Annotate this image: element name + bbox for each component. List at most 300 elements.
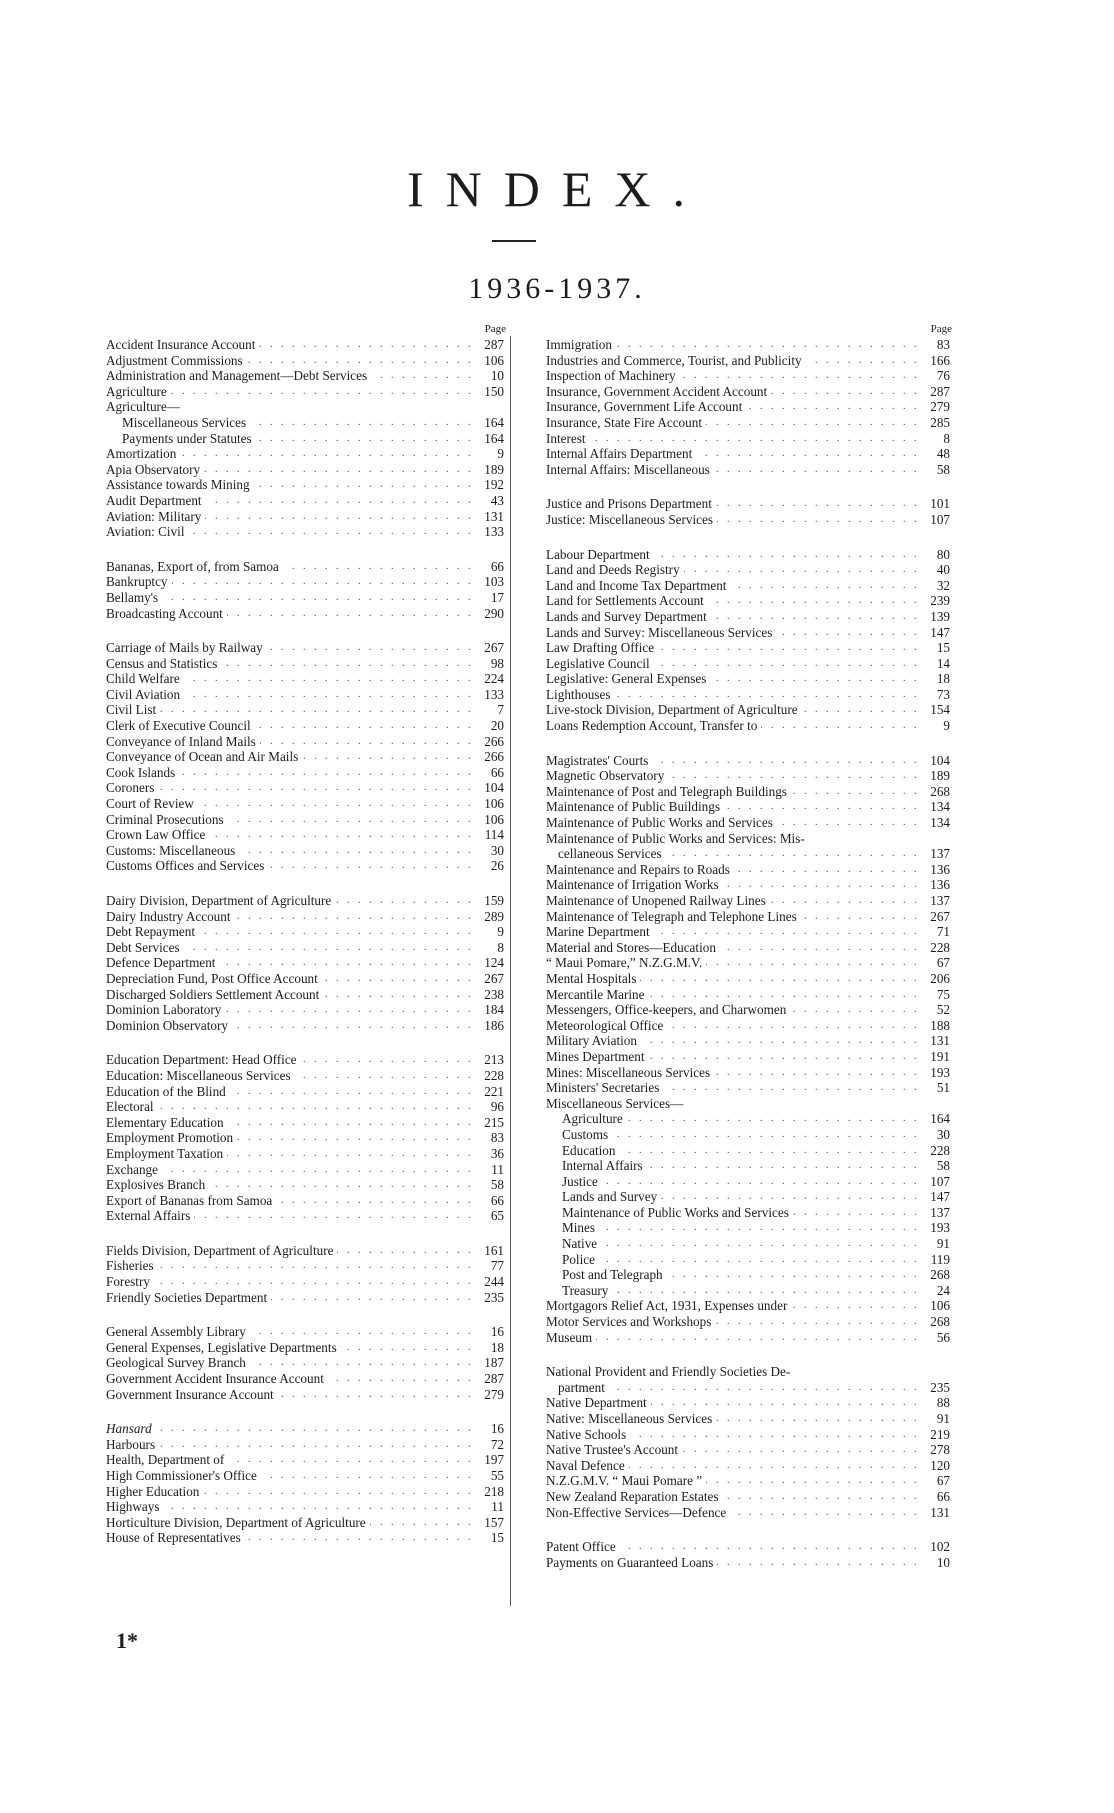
index-column-right xyxy=(546,322,954,1570)
index-entry xyxy=(106,1146,508,1162)
entry-page-number: 7 xyxy=(493,702,504,718)
index-entry xyxy=(106,574,508,590)
entry-label: . . Land for Settlements Account xyxy=(546,593,708,609)
entry-label: Miscellaneous Services— xyxy=(546,1096,687,1112)
entry-page-number: 164 xyxy=(926,1111,950,1127)
index-entry xyxy=(106,1177,508,1193)
index-entry xyxy=(106,1052,508,1068)
index-entry xyxy=(546,815,954,831)
entry-page-number: 279 xyxy=(926,399,950,415)
entry-label: . . Amortization xyxy=(106,446,180,462)
index-entry xyxy=(106,858,508,874)
entry-label: . . Audit Department xyxy=(106,493,206,509)
entry-page-number: 119 xyxy=(927,1252,950,1268)
entry-page-number: 279 xyxy=(480,1387,504,1403)
index-entry xyxy=(106,1243,508,1259)
entry-label: . . cellaneous Services xyxy=(558,846,666,862)
entry-page-number: 136 xyxy=(926,862,950,878)
entry-page-number: 184 xyxy=(480,1002,504,1018)
entry-label: . . Lands and Survey Department xyxy=(546,609,711,625)
index-entry xyxy=(106,924,508,940)
entry-page-number: 71 xyxy=(933,924,950,940)
index-entry xyxy=(546,671,954,687)
entry-label: . . Child Welfare xyxy=(106,671,184,687)
entry-label: . . Horticulture Division, Department of Agriculture xyxy=(106,1515,370,1531)
entry-label: . . Fisheries xyxy=(106,1258,158,1274)
index-entry xyxy=(106,1421,508,1437)
index-entry xyxy=(546,1002,954,1018)
entry-page-number: 91 xyxy=(933,1236,950,1252)
entry-label: . . Bankruptcy xyxy=(106,574,172,590)
entry-page-number: 268 xyxy=(926,1267,950,1283)
entry-page-number: 289 xyxy=(480,909,504,925)
entry-label: . . Dairy Division, Department of Agriculture xyxy=(106,893,335,909)
index-entry xyxy=(546,1283,954,1299)
index-entry xyxy=(106,462,508,478)
index-entry xyxy=(546,799,954,815)
entry-page-number: 18 xyxy=(487,1340,504,1356)
entry-label: . . Carriage of Mails by Railway xyxy=(106,640,267,656)
entry-label: . . Education: Miscellaneous Services xyxy=(106,1068,295,1084)
entry-page-number: 77 xyxy=(487,1258,504,1274)
entry-page-number: 40 xyxy=(933,562,950,578)
section-gap xyxy=(106,1402,508,1421)
index-entry xyxy=(546,640,954,656)
index-list-right xyxy=(546,337,954,1570)
index-entry xyxy=(546,1458,954,1474)
entry-page-number: 221 xyxy=(480,1084,504,1100)
entry-label: . . Inspection of Machinery xyxy=(546,368,680,384)
entry-label: . . Treasury xyxy=(562,1283,612,1299)
index-entry xyxy=(106,606,508,622)
entry-page-number: 65 xyxy=(487,1208,504,1224)
entry-label: . . Legislative Council xyxy=(546,656,654,672)
entry-page-number: 15 xyxy=(487,1530,504,1546)
entry-label: . . Maintenance of Public Works and Services xyxy=(546,815,777,831)
entry-page-number: 266 xyxy=(480,749,504,765)
year-range: 1936-1937. xyxy=(468,272,646,305)
entry-label: . . Mines Department xyxy=(546,1049,649,1065)
entry-label: . . Export of Bananas from Samoa xyxy=(106,1193,276,1209)
entry-label: . . Labour Department xyxy=(546,547,654,563)
entry-label: . . “ Maui Pomare,” N.Z.G.M.V. xyxy=(546,955,706,971)
entry-label: . . Messengers, Office-keepers, and Charwomen xyxy=(546,1002,790,1018)
entry-label: . . Employment Taxation xyxy=(106,1146,227,1162)
index-entry xyxy=(546,1489,954,1505)
entry-page-number: 131 xyxy=(926,1033,950,1049)
entry-page-number: 88 xyxy=(933,1395,950,1411)
index-entry xyxy=(546,862,954,878)
entry-label: . . Agriculture xyxy=(562,1111,627,1127)
entry-label: . . Post and Telegraph xyxy=(562,1267,667,1283)
entry-page-number: 134 xyxy=(926,815,950,831)
entry-page-number: 83 xyxy=(933,337,950,353)
entry-page-number: 16 xyxy=(487,1421,504,1437)
index-entry xyxy=(106,1115,508,1131)
entry-label: . . Motor Services and Workshops xyxy=(546,1314,715,1330)
entry-label: . . Internal Affairs: Miscellaneous xyxy=(546,462,714,478)
entry-page-number: 11 xyxy=(487,1162,504,1178)
index-entry xyxy=(546,768,954,784)
section-gap xyxy=(546,477,954,496)
entry-page-number: 58 xyxy=(487,1177,504,1193)
index-entry xyxy=(546,893,954,909)
entry-label: . . Administration and Management—Debt Services xyxy=(106,368,371,384)
entry-label: . . Native Department xyxy=(546,1395,651,1411)
index-entry xyxy=(106,1130,508,1146)
entry-page-number: 10 xyxy=(487,368,504,384)
entry-label: . . partment xyxy=(558,1380,609,1396)
index-entry xyxy=(106,1324,508,1340)
entry-page-number: 73 xyxy=(933,687,950,703)
entry-label: . . Government Insurance Account xyxy=(106,1387,278,1403)
entry-page-number: 80 xyxy=(933,547,950,563)
index-entry xyxy=(546,1505,954,1521)
entry-label: . . Lands and Survey: Miscellaneous Services xyxy=(546,625,776,641)
index-entry xyxy=(106,399,508,415)
index-entry xyxy=(106,1355,508,1371)
entry-page-number: 8 xyxy=(939,431,950,447)
entry-label: . . Lands and Survey xyxy=(562,1189,661,1205)
entry-page-number: 67 xyxy=(933,1473,950,1489)
index-entry xyxy=(106,1208,508,1224)
entry-page-number: 114 xyxy=(481,827,504,843)
entry-label: . . Clerk of Executive Council xyxy=(106,718,255,734)
index-entry xyxy=(106,893,508,909)
entry-page-number: 75 xyxy=(933,987,950,1003)
index-entry xyxy=(546,784,954,800)
entry-page-number: 219 xyxy=(926,1427,950,1443)
index-entry xyxy=(106,1290,508,1306)
index-entry xyxy=(106,1530,508,1546)
entry-label: . . Maintenance of Telegraph and Telephone Lines xyxy=(546,909,801,925)
entry-page-number: 239 xyxy=(926,593,950,609)
entry-page-number: 16 xyxy=(487,1324,504,1340)
entry-page-number: 164 xyxy=(480,415,504,431)
entry-page-number: 120 xyxy=(926,1458,950,1474)
entry-page-number: 186 xyxy=(480,1018,504,1034)
entry-page-number: 139 xyxy=(926,609,950,625)
entry-page-number: 287 xyxy=(926,384,950,400)
entry-page-number: 215 xyxy=(480,1115,504,1131)
index-entry xyxy=(106,749,508,765)
entry-page-number: 32 xyxy=(933,578,950,594)
index-entry xyxy=(106,1468,508,1484)
entry-label: . . Internal Affairs xyxy=(562,1158,647,1174)
entry-page-number: 278 xyxy=(926,1442,950,1458)
entry-page-number: 102 xyxy=(926,1539,950,1555)
index-entry xyxy=(106,509,508,525)
index-entry xyxy=(106,1340,508,1356)
index-entry xyxy=(106,493,508,509)
entry-page-number: 266 xyxy=(480,734,504,750)
entry-page-number: 285 xyxy=(926,415,950,431)
entry-page-number: 58 xyxy=(933,1158,950,1174)
entry-label: . . Maintenance and Repairs to Roads xyxy=(546,862,734,878)
entry-label: . . Conveyance of Inland Mails xyxy=(106,734,260,750)
section-gap xyxy=(546,1520,954,1539)
entry-label: . . Miscellaneous Services xyxy=(122,415,250,431)
entry-page-number: 15 xyxy=(933,640,950,656)
entry-label: . . Government Accident Insurance Account xyxy=(106,1371,328,1387)
index-entry xyxy=(546,1555,954,1571)
index-entry xyxy=(546,1314,954,1330)
index-entry xyxy=(106,1018,508,1034)
entry-label: . . Internal Affairs Department xyxy=(546,446,696,462)
entry-label: . . Customs: Miscellaneous xyxy=(106,843,239,859)
index-entry xyxy=(546,1049,954,1065)
index-entry xyxy=(106,734,508,750)
section-gap xyxy=(106,540,508,559)
index-entry xyxy=(106,1084,508,1100)
entry-page-number: 213 xyxy=(480,1052,504,1068)
entry-page-number: 228 xyxy=(480,1068,504,1084)
index-entry xyxy=(106,987,508,1003)
entry-label: . . Maintenance of Unopened Railway Lines xyxy=(546,893,770,909)
entry-label: . . Aviation: Civil xyxy=(106,524,189,540)
entry-page-number: 43 xyxy=(487,493,504,509)
entry-page-number: 106 xyxy=(480,812,504,828)
index-entry xyxy=(546,702,954,718)
entry-page-number: 244 xyxy=(480,1274,504,1290)
index-entry xyxy=(546,1205,954,1221)
entry-page-number: 18 xyxy=(933,671,950,687)
entry-page-number: 9 xyxy=(493,446,504,462)
entry-label: . . Customs Offices and Services xyxy=(106,858,268,874)
entry-page-number: 235 xyxy=(480,1290,504,1306)
entry-page-number: 136 xyxy=(926,877,950,893)
entry-page-number: 187 xyxy=(480,1355,504,1371)
entry-page-number: 287 xyxy=(480,337,504,353)
index-entry xyxy=(546,1395,954,1411)
entry-label: . . General Assembly Library xyxy=(106,1324,250,1340)
entry-page-number: 193 xyxy=(926,1220,950,1236)
entry-label: Agriculture— xyxy=(106,399,184,415)
entry-page-number: 290 xyxy=(480,606,504,622)
index-entry xyxy=(546,593,954,609)
index-entry xyxy=(546,924,954,940)
index-entry xyxy=(106,415,508,431)
entry-label: . . Magnetic Observatory xyxy=(546,768,668,784)
entry-page-number: 159 xyxy=(480,893,504,909)
index-entry xyxy=(106,1499,508,1515)
entry-page-number: 267 xyxy=(480,640,504,656)
entry-label: . . Harbours xyxy=(106,1437,159,1453)
entry-label: . . Electoral xyxy=(106,1099,158,1115)
index-entry xyxy=(106,559,508,575)
index-entry xyxy=(546,625,954,641)
entry-label: . . Friendly Societies Department xyxy=(106,1290,271,1306)
entry-page-number: 166 xyxy=(926,353,950,369)
index-entry xyxy=(546,1267,954,1283)
index-entry xyxy=(106,656,508,672)
index-entry xyxy=(546,955,954,971)
entry-page-number: 137 xyxy=(926,893,950,909)
entry-page-number: 106 xyxy=(480,353,504,369)
entry-label: . . Military Aviation xyxy=(546,1033,641,1049)
entry-label: . . Justice xyxy=(562,1174,602,1190)
index-entry xyxy=(546,337,954,353)
entry-label: . . Legislative: General Expenses xyxy=(546,671,710,687)
page-column-header: Page xyxy=(484,323,506,335)
index-entry xyxy=(546,1298,954,1314)
index-entry xyxy=(546,368,954,384)
index-entry xyxy=(106,337,508,353)
entry-page-number: 188 xyxy=(926,1018,950,1034)
entry-page-number: 106 xyxy=(480,796,504,812)
entry-label: . . Industries and Commerce, Tourist, and Publicity xyxy=(546,353,806,369)
entry-page-number: 137 xyxy=(926,846,950,862)
index-entry xyxy=(106,1258,508,1274)
entry-label: . . Debt Services xyxy=(106,940,184,956)
index-entry xyxy=(546,1158,954,1174)
index-entry xyxy=(106,1515,508,1531)
index-entry xyxy=(106,796,508,812)
entry-label: . . Law Drafting Office xyxy=(546,640,658,656)
entry-page-number: 76 xyxy=(933,368,950,384)
entry-label: . . Bananas, Export of, from Samoa xyxy=(106,559,283,575)
entry-label: . . Assistance towards Mining xyxy=(106,477,254,493)
index-entry xyxy=(106,384,508,400)
entry-page-number: 268 xyxy=(926,1314,950,1330)
index-entry xyxy=(546,399,954,415)
index-entry xyxy=(546,1427,954,1443)
entry-page-number: 228 xyxy=(926,940,950,956)
entry-label: . . N.Z.G.M.V. “ Maui Pomare ” xyxy=(546,1473,706,1489)
entry-page-number: 96 xyxy=(487,1099,504,1115)
entry-label: . . Payments under Statutes xyxy=(122,431,256,447)
entry-label: . . Aviation: Military xyxy=(106,509,205,525)
index-entry xyxy=(106,1162,508,1178)
entry-label: . . Defence Department xyxy=(106,955,219,971)
entry-label: . . Bellamy's xyxy=(106,590,162,606)
index-entry xyxy=(106,780,508,796)
index-entry xyxy=(106,1002,508,1018)
section-gap xyxy=(106,621,508,640)
entry-page-number: 147 xyxy=(926,1189,950,1205)
index-entry xyxy=(106,1099,508,1115)
entry-label: . . Lighthouses xyxy=(546,687,614,703)
entry-page-number: 11 xyxy=(487,1499,504,1515)
entry-page-number: 192 xyxy=(480,477,504,493)
entry-page-number: 48 xyxy=(933,446,950,462)
entry-label: . . Maintenance of Irrigation Works xyxy=(546,877,723,893)
index-entry xyxy=(546,753,954,769)
entry-label: . . Civil Aviation xyxy=(106,687,184,703)
entry-page-number: 224 xyxy=(480,671,504,687)
index-entry xyxy=(546,877,954,893)
entry-label: . . Mines: Miscellaneous Services xyxy=(546,1065,714,1081)
entry-label: . . Employment Promotion xyxy=(106,1130,237,1146)
index-entry xyxy=(106,446,508,462)
index-entry xyxy=(106,1274,508,1290)
entry-label: . . Explosives Branch xyxy=(106,1177,209,1193)
entry-label: . . Native: Miscellaneous Services xyxy=(546,1411,716,1427)
entry-label: . . Land and Deeds Registry xyxy=(546,562,684,578)
entry-page-number: 103 xyxy=(480,574,504,590)
entry-label: . . Health, Department of xyxy=(106,1452,228,1468)
index-entry xyxy=(546,1236,954,1252)
index-entry xyxy=(546,1143,954,1159)
entry-page-number: 131 xyxy=(480,509,504,525)
entry-page-number: 66 xyxy=(487,1193,504,1209)
entry-label: . . Non-Effective Services—Defence xyxy=(546,1505,730,1521)
index-entry xyxy=(106,671,508,687)
entry-page-number: 36 xyxy=(487,1146,504,1162)
index-entry xyxy=(546,1442,954,1458)
section-gap xyxy=(106,1305,508,1324)
index-entry xyxy=(546,718,954,734)
entry-label: . . Justice: Miscellaneous Services xyxy=(546,512,717,528)
entry-label: . . Maintenance of Post and Telegraph Buildings xyxy=(546,784,791,800)
index-entry xyxy=(546,1380,954,1396)
entry-label: . . Customs xyxy=(562,1127,612,1143)
entry-label: . . Broadcasting Account xyxy=(106,606,227,622)
entry-page-number: 189 xyxy=(926,768,950,784)
entry-page-number: 14 xyxy=(933,656,950,672)
entry-page-number: 267 xyxy=(480,971,504,987)
entry-label: . . Maintenance of Public Buildings xyxy=(546,799,724,815)
index-entry xyxy=(546,562,954,578)
entry-page-number: 267 xyxy=(926,909,950,925)
entry-page-number: 72 xyxy=(487,1437,504,1453)
entry-page-number: 164 xyxy=(480,431,504,447)
section-gap xyxy=(546,734,954,753)
entry-page-number: 228 xyxy=(926,1143,950,1159)
entry-label: . . Payments on Guaranteed Loans xyxy=(546,1555,717,1571)
entry-label: . . Meteorological Office xyxy=(546,1018,667,1034)
index-entry xyxy=(546,446,954,462)
index-entry xyxy=(106,1371,508,1387)
entry-label: . . Education xyxy=(562,1143,619,1159)
index-entry xyxy=(106,477,508,493)
index-entry xyxy=(546,971,954,987)
entry-label: . . Cook Islands xyxy=(106,765,179,781)
entry-label: . . Mines xyxy=(562,1220,599,1236)
index-entry xyxy=(546,987,954,1003)
entry-page-number: 9 xyxy=(939,718,950,734)
index-entry xyxy=(106,1387,508,1403)
entry-page-number: 9 xyxy=(493,924,504,940)
index-entry xyxy=(546,415,954,431)
entry-label: . . Forestry xyxy=(106,1274,154,1290)
index-entry xyxy=(546,1330,954,1346)
index-entry xyxy=(546,1539,954,1555)
entry-label: . . Depreciation Fund, Post Office Account xyxy=(106,971,322,987)
entry-page-number: 104 xyxy=(926,753,950,769)
entry-page-number: 191 xyxy=(926,1049,950,1065)
index-column-left xyxy=(106,322,508,1546)
index-entry xyxy=(546,1220,954,1236)
entry-page-number: 104 xyxy=(480,780,504,796)
entry-label: . . Live-stock Division, Department of Agriculture xyxy=(546,702,802,718)
index-entry xyxy=(546,1018,954,1034)
entry-label: . . Education of the Blind xyxy=(106,1084,230,1100)
entry-label: . . Justice and Prisons Department xyxy=(546,496,716,512)
entry-page-number: 56 xyxy=(933,1330,950,1346)
section-gap xyxy=(546,528,954,547)
section-gap xyxy=(106,874,508,893)
entry-label: . . Native xyxy=(562,1236,601,1252)
entry-label: . . Maintenance of Public Works and Services xyxy=(562,1205,793,1221)
index-entry xyxy=(546,1065,954,1081)
index-entry xyxy=(546,1364,954,1380)
page-title: INDEX. xyxy=(406,161,708,217)
index-entry xyxy=(106,640,508,656)
index-entry xyxy=(106,702,508,718)
entry-label: . . Museum xyxy=(546,1330,596,1346)
entry-label: . . Criminal Prosecutions xyxy=(106,812,228,828)
